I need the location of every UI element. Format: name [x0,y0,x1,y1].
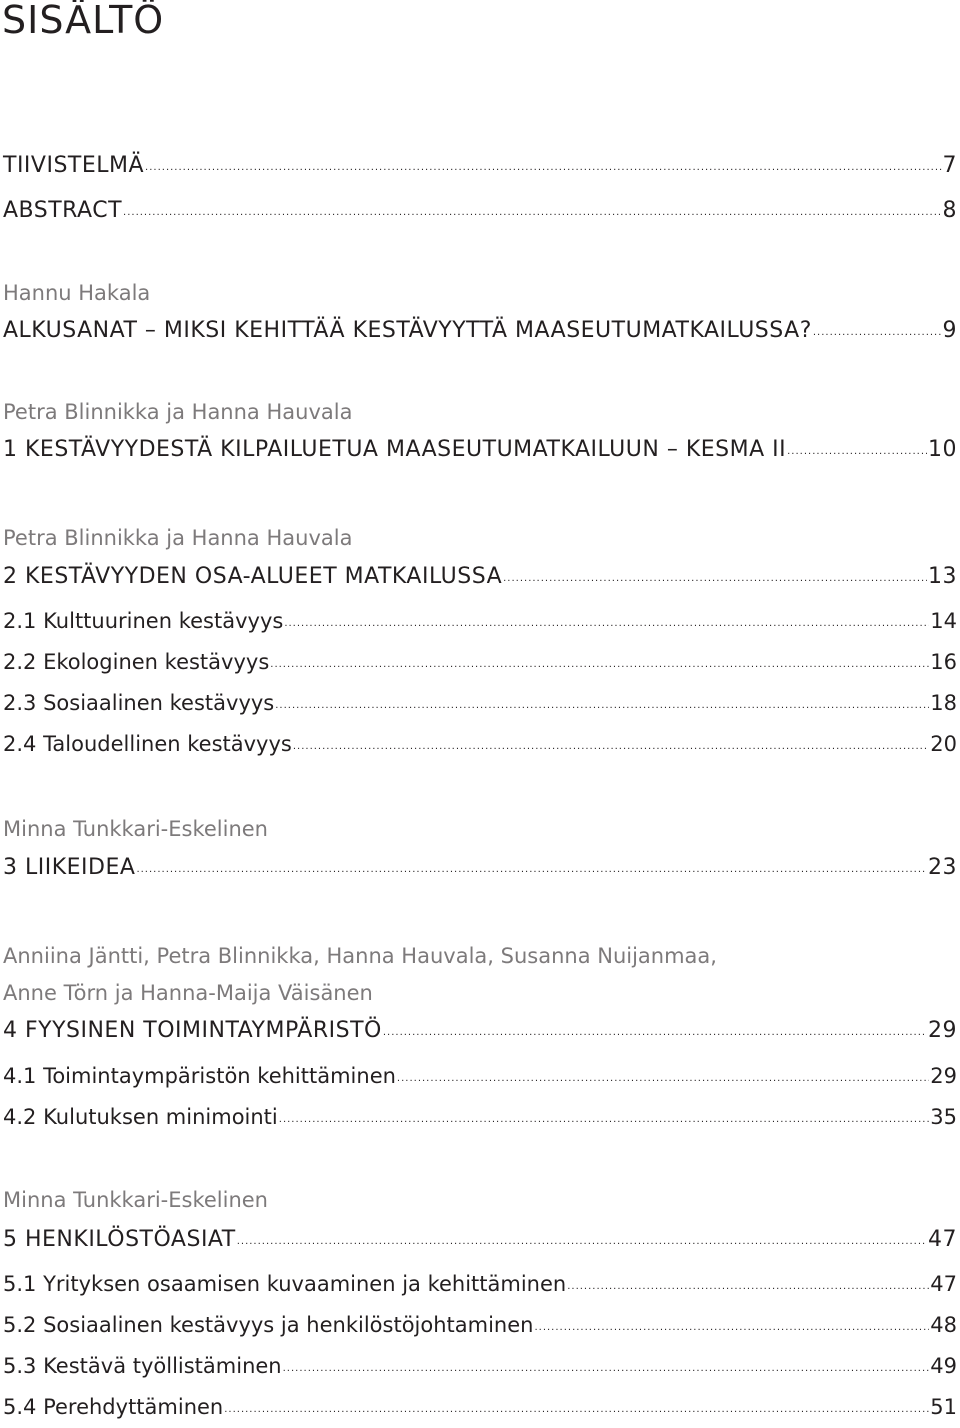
toc-page-number: 20 [930,732,957,756]
toc-page-number: 29 [930,1064,957,1088]
toc-page-number: 51 [930,1395,957,1419]
toc-leader-dots [270,659,929,670]
toc-page-number: 14 [930,609,957,633]
page-title: SISÄLTÖ [2,0,165,42]
toc-leader-dots [224,1404,929,1415]
toc-leader-dots [275,700,929,711]
toc-page-number: 18 [930,691,957,715]
toc-entry-label: 2.3 Sosiaalinen kestävyys [3,691,275,715]
toc-entry-chapter-4[interactable] [3,1018,957,1048]
toc-entry-label: 2 KESTÄVYYDEN OSA-ALUEET MATKAILUSSA [3,564,503,589]
toc-entry-label: 5 HENKILÖSTÖASIAT [3,1227,236,1252]
toc-leader-dots [145,162,941,173]
toc-leader-dots [813,327,942,338]
toc-entry-label: 5.4 Perehdyttäminen [3,1395,224,1419]
toc-entry-section-5-2[interactable] [3,1313,957,1343]
toc-entry-section-2-4[interactable] [3,732,957,762]
toc-entry-alkusanat[interactable] [3,318,957,348]
toc-entry-section-4-1[interactable] [3,1064,957,1094]
toc-entry-section-2-2[interactable] [3,650,957,680]
toc-leader-dots [283,1363,930,1374]
toc-leader-dots [237,1236,927,1247]
toc-author: Petra Blinnikka ja Hanna Hauvala [3,526,353,550]
toc-leader-dots [534,1322,929,1333]
toc-leader-dots [787,446,927,457]
toc-entry-label: 2.1 Kulttuurinen kestävyys [3,609,284,633]
toc-page-number: 47 [930,1272,957,1296]
toc-entry-section-2-1[interactable] [3,609,957,639]
toc-entry-label: 3 LIIKEIDEA [3,855,136,880]
toc-entry-chapter-2[interactable] [3,564,957,594]
toc-author: Anne Törn ja Hanna-Maija Väisänen [3,981,373,1005]
toc-page-number: 47 [928,1227,957,1252]
toc-leader-dots [503,573,927,584]
toc-page-number: 9 [942,318,957,343]
toc-page-number: 49 [930,1354,957,1378]
toc-entry-label: 5.2 Sosiaalinen kestävyys ja henkilöstöjohtaminen [3,1313,534,1337]
toc-author: Anniina Jäntti, Petra Blinnikka, Hanna Hauvala, Susanna Nuijanmaa, [3,944,717,968]
toc-entry-section-5-1[interactable] [3,1272,957,1302]
toc-page-number: 7 [942,153,957,178]
toc-author: Petra Blinnikka ja Hanna Hauvala [3,400,353,424]
toc-entry-chapter-1[interactable] [3,437,957,467]
toc-page-number: 10 [928,437,957,462]
toc-leader-dots [397,1073,929,1084]
toc-page-number: 35 [930,1105,957,1129]
toc-entry-section-4-2[interactable] [3,1105,957,1135]
toc-entry-tiivistelma[interactable] [3,153,957,183]
toc-page-number: 48 [930,1313,957,1337]
toc-entry-section-5-4[interactable] [3,1395,957,1425]
toc-entry-chapter-3[interactable] [3,855,957,885]
toc-leader-dots [383,1027,927,1038]
toc-entry-label: 5.1 Yrityksen osaamisen kuvaaminen ja kehittäminen [3,1272,567,1296]
toc-entry-label: 2.2 Ekologinen kestävyys [3,650,270,674]
toc-page-number: 8 [942,198,957,223]
toc-entry-label: 4.2 Kulutuksen minimointi [3,1105,278,1129]
toc-leader-dots [567,1281,929,1292]
toc-entry-label: 1 KESTÄVYYDESTÄ KILPAILUETUA MAASEUTUMATKAILUUN – KESMA II [3,437,787,462]
toc-entry-label: 4 FYYSINEN TOIMINTAYMPÄRISTÖ [3,1018,382,1043]
toc-leader-dots [284,618,929,629]
toc-entry-label: 2.4 Taloudellinen kestävyys [3,732,292,756]
toc-leader-dots [123,207,941,218]
toc-entry-label: TIIVISTELMÄ [3,153,145,178]
toc-entry-label: 5.3 Kestävä työllistäminen [3,1354,282,1378]
toc-entry-label: ALKUSANAT – MIKSI KEHITTÄÄ KESTÄVYYTTÄ MAASEUTUMATKAILUSSA? [3,318,812,343]
toc-page-number: 16 [930,650,957,674]
toc-page-number: 29 [928,1018,957,1043]
toc-page-number: 13 [928,564,957,589]
toc-author: Hannu Hakala [3,281,151,305]
toc-author: Minna Tunkkari-Eskelinen [3,817,268,841]
toc-page-number: 23 [928,855,957,880]
toc-author: Minna Tunkkari-Eskelinen [3,1188,268,1212]
toc-leader-dots [136,864,927,875]
toc-entry-label: ABSTRACT [3,198,123,223]
toc-entry-chapter-5[interactable] [3,1227,957,1257]
toc-entry-abstract[interactable] [3,198,957,228]
toc-entry-section-2-3[interactable] [3,691,957,721]
toc-leader-dots [293,741,929,752]
toc-entry-section-5-3[interactable] [3,1354,957,1384]
toc-leader-dots [279,1114,930,1125]
toc-entry-label: 4.1 Toimintaympäristön kehittäminen [3,1064,396,1088]
